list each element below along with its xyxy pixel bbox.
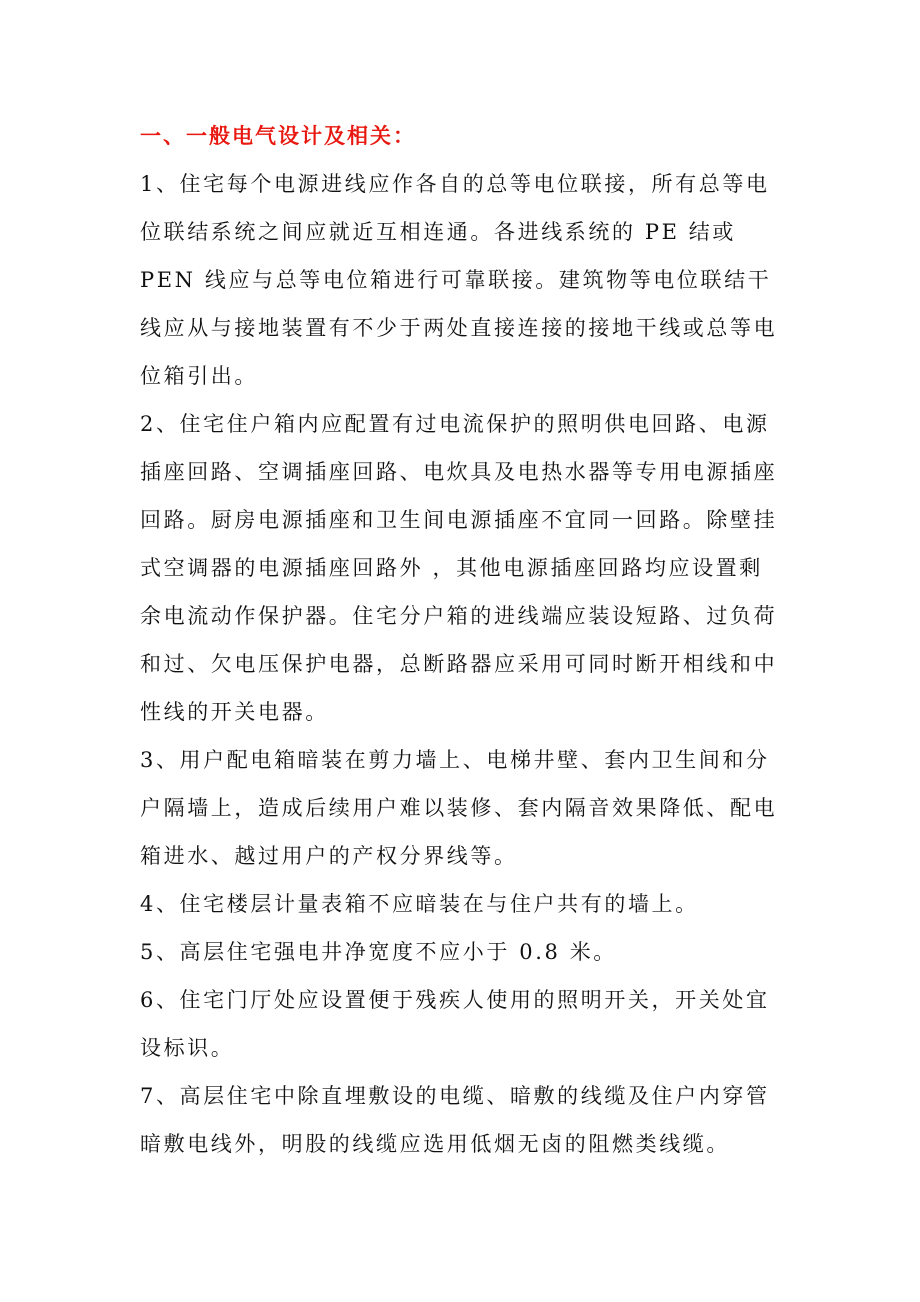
document-body xyxy=(140,112,780,1168)
section-heading: 一、一般电气设计及相关： xyxy=(140,123,416,148)
paragraph-7: 7、高层住宅中除直埋敷设的电缆、暗敷的线缆及住户内穿管暗敷电线外，明股的线缆应选用低烟无卤的阻燃类线缆。 xyxy=(140,1084,770,1156)
paragraph-4: 4、住宅楼层计量表箱不应暗装在与住户共有的墙上。 xyxy=(140,892,699,916)
paragraph-5: 5、高层住宅强电井净宽度不应小于 0.8 米。 xyxy=(140,940,617,964)
paragraph-6: 6、住宅门厅处应设置便于残疾人使用的照明开关，开关处宜设标识。 xyxy=(140,988,770,1060)
paragraph-2: 2、住宅住户箱内应配置有过电流保护的照明供电回路、电源插座回路、空调插座回路、电炊具及电热水器等专用电源插座回路。厨房电源插座和卫生间电源插座不宜同一回路。除壁挂式空调器的电源插座回路外 ，其他电源插座回路均应设置剩余电流动作保护器。住宅分户箱的进线端应装设短路、过负荷和过、欠电压保护电器，总断路器应采用可同时断开相线和中性线的开关电器。 xyxy=(140,412,778,724)
paragraph-1: 1、住宅每个电源进线应作各自的总等电位联接，所有总等电位联结系统之间应就近互相连通。各进线系统的 PE 结或 PEN 线应与总等电位箱进行可靠联接。建筑物等电位联结干线应从与接地装置有不少于两处直接连接的接地干线或总等电位箱引出。 xyxy=(140,172,778,388)
paragraph-3: 3、用户配电箱暗装在剪力墙上、电梯井壁、套内卫生间和分户隔墙上，造成后续用户难以装修、套内隔音效果降低、配电箱进水、越过用户的产权分界线等。 xyxy=(140,748,778,868)
